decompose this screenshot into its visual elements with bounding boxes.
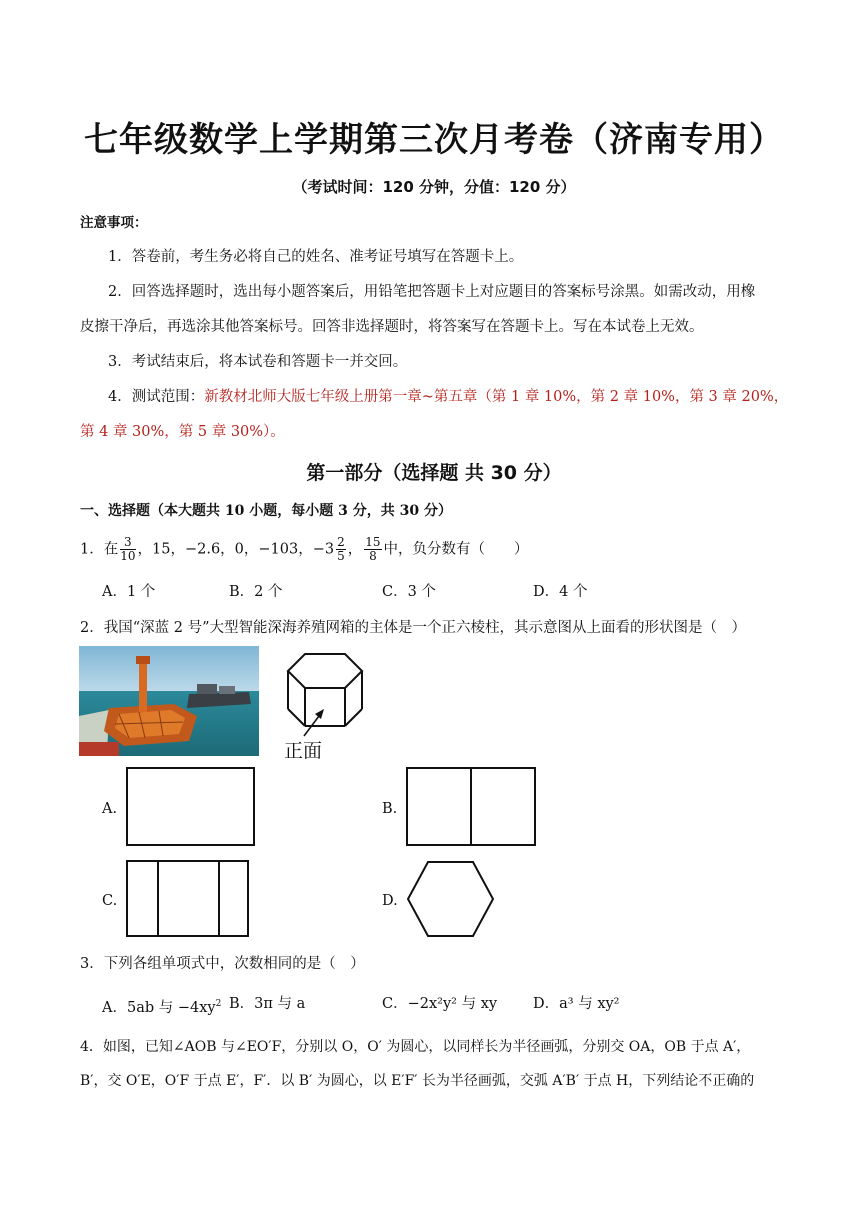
notice-item-3: 3．考试结束后，将本试卷和答题卡一并交回。	[108, 354, 408, 370]
fraction-2-5: $\frac{2}{5}$	[337, 535, 345, 563]
notice-item-1: 1．答卷前，考生务必将自己的姓名、准考证号填写在答题卡上。	[108, 249, 524, 265]
q3-option-d: D．a³ 与 xy²	[533, 996, 620, 1012]
notice-heading: 注意事项：	[80, 215, 148, 231]
question-3-stem: 3．下列各组单项式中，次数相同的是（ ）	[80, 956, 365, 972]
q2-option-d-hexagon	[406, 860, 496, 938]
exam-info: （考试时间：120 分钟，分值：120 分）	[292, 178, 576, 196]
q1-suffix: 中，负分数有（ ）	[383, 541, 529, 558]
notice-item-2-line-1: 2．回答选择题时，选出每小题答案后，用铅笔把答题卡上对应题目的答案标号涂黑。如需改动，用橡	[108, 284, 756, 300]
q2-option-b-label: B.	[382, 801, 398, 817]
q2-option-b-split-rectangle	[406, 767, 537, 847]
page-title: 七年级数学上学期第三次月考卷（济南专用）	[84, 120, 784, 160]
part-heading: 一、选择题（本大题共 10 小题，每小题 3 分，共 30 分）	[80, 503, 452, 519]
front-label: 正面	[284, 740, 323, 762]
question-2-stem: 2．我国“深蓝 2 号”大型智能深海养殖网箱的主体是一个正六棱柱，其示意图从上面看的形状图是（ ）	[80, 620, 746, 636]
q2-option-a-rectangle	[126, 767, 256, 847]
notice-item-4-line-2: 第 4 章 30%，第 5 章 30%）。	[80, 424, 285, 440]
notice-item-2-line-2: 皮擦干净后，再选涂其他答案标号。回答非选择题时，将答案写在答题卡上。写在本试卷上无效。	[80, 319, 704, 335]
q1-prefix: 1．在	[80, 541, 119, 558]
question-4-line-1: 4．如图，已知∠AOB 与∠EO′F，分别以 O，O′ 为圆心，以同样长为半径画弧，分别交 OA，OB 于点 A′，	[80, 1039, 751, 1055]
notice-item-4-line-1	[108, 386, 788, 408]
fraction-3-10: $\frac{3}{10}$	[120, 535, 136, 563]
q3-option-c: C．−2x²y² 与 xy	[382, 996, 498, 1012]
q1-option-a: A．1 个	[102, 584, 156, 600]
deep-blue-2-photo	[79, 646, 259, 756]
q2-option-c-three-part-rectangle	[126, 860, 250, 938]
q2-option-c-label: C.	[102, 893, 118, 909]
q1-option-d: D．4 个	[533, 584, 588, 600]
fraction-15-8: $\frac{15}{8}$	[365, 535, 381, 563]
q3-option-c-text: −2x²y² 与 xy	[407, 996, 498, 1012]
q2-option-d-label: D.	[382, 893, 398, 909]
q3-option-d-text: a³ 与 xy²	[559, 996, 620, 1012]
q1-mid1: ，15，−2.6，0，−103，−3	[137, 541, 335, 558]
question-1-stem	[80, 536, 529, 563]
q1-option-b: B．2 个	[229, 584, 283, 600]
q1-mid2: ，	[347, 541, 363, 558]
q2-option-a-label: A.	[102, 801, 118, 817]
q3-option-a: A．5ab 与 $-4xy^2$	[102, 999, 222, 1016]
q3-option-b-text: 3π 与 a	[254, 996, 306, 1012]
question-4-line-2: B′，交 O′E，O′F 于点 E′，F′．以 B′ 为圆心，以 E′F′ 长为半径画弧，交弧 A′B′ 于点 H，下列结论不正确的	[80, 1073, 755, 1089]
notice-item-4-prefix: 4．测试范围：	[108, 389, 205, 405]
q3-option-b: B．3π 与 a	[229, 996, 306, 1012]
q1-option-c: C．3 个	[382, 584, 436, 600]
section-title: 第一部分（选择题 共 30 分）	[306, 462, 562, 484]
test-scope: 新教材北师大版七年级上册第一章~第五章（第 1 章 10%，第 2 章 10%，第 3 章 20%，	[204, 389, 789, 405]
q3-option-a-text: 5ab 与 −4xy	[126, 999, 216, 1016]
